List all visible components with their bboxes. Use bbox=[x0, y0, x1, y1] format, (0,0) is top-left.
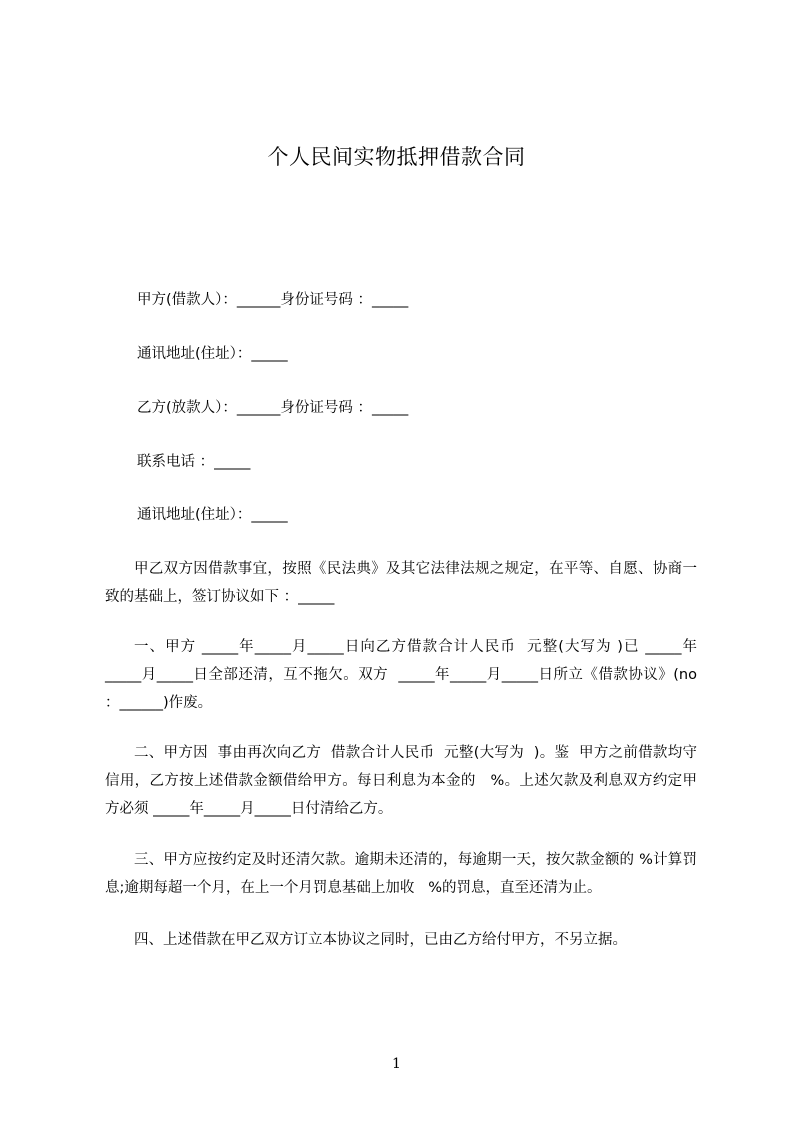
document-title: 个人民间实物抵押借款合同 bbox=[267, 145, 526, 169]
party-b-line: 乙方(放款人）：______身份证号码 ：_____ bbox=[137, 400, 409, 416]
page-number: 1 bbox=[392, 1056, 401, 1072]
clause-2-paragraph: 二、甲方因 事由再次向乙方 借款合计人民币 元整(大写为 )。鉴 甲方之前借款均守信用，乙方按上述借款金额借给甲方。每日利息为本金的 %。上述欠款及利息双方约定甲方必须 _____年_____月_____日付清给乙方。 bbox=[105, 745, 697, 817]
contact-phone-line: 联系电话 ：_____ bbox=[137, 454, 251, 470]
clause-3-paragraph: 三、甲方应按约定及时还清欠款。逾期未还清的，每逾期一天，按欠款金额的 %计算罚息;逾期每超一个月，在上一个月罚息基础上加收 %的罚息，直至还清为止。 bbox=[105, 852, 697, 896]
preamble-paragraph: 甲乙双方因借款事宜，按照《民法典》及其它法律法规之规定，在平等、自愿、协商一致的基础上，签订协议如下 ：_____ bbox=[105, 561, 697, 605]
clause-4-paragraph: 四、上述借款在甲乙双方订立本协议之同时，已由乙方给付甲方，不另立据。 bbox=[134, 932, 627, 948]
party-b-address-line: 通讯地址(住址）：_____ bbox=[137, 507, 288, 523]
party-a-address-line: 通讯地址(住址）：_____ bbox=[137, 346, 288, 362]
party-a-line: 甲方(借款人）：______身份证号码 ：_____ bbox=[137, 292, 409, 308]
clause-1-paragraph: 一、甲方 _____年_____月_____日向乙方借款合计人民币 元整(大写为 )已 _____年_____月_____日全部还清，互不拖欠。双方 _____年_____月_____日所立《借款协议》(no ：______)作废。 bbox=[105, 639, 702, 711]
